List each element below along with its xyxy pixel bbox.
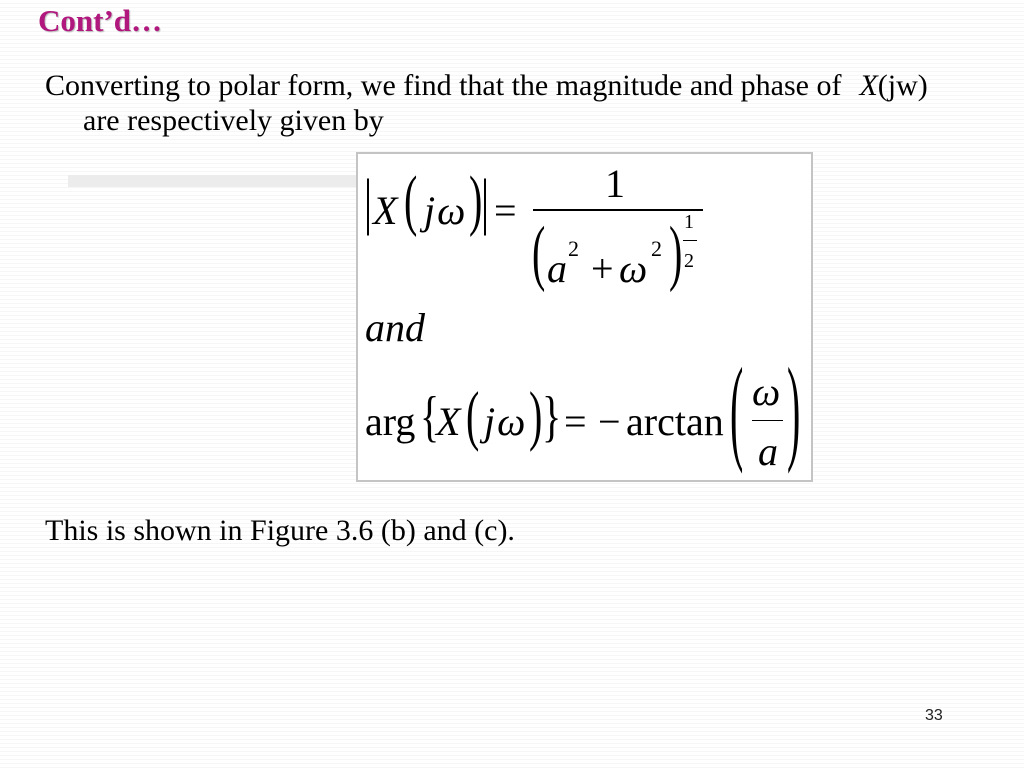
power-numerator: 1 bbox=[684, 211, 694, 233]
phase-argument: jω bbox=[484, 398, 528, 444]
term-a-exponent: 2 bbox=[568, 235, 579, 261]
right-paren: ) bbox=[469, 160, 483, 238]
equals-sign: = bbox=[494, 187, 517, 233]
denominator-right-paren: ) bbox=[669, 210, 683, 293]
magnitude-argument: jω bbox=[424, 187, 468, 233]
minus-sign: − bbox=[598, 398, 621, 444]
power-denominator: 2 bbox=[684, 250, 694, 272]
arg-function: arg bbox=[365, 398, 416, 444]
connector-text: and bbox=[365, 304, 425, 350]
intro-variable: X bbox=[859, 69, 878, 102]
phase-variable: X bbox=[436, 398, 461, 444]
right-paren: ) bbox=[529, 376, 543, 453]
fraction-numerator: 1 bbox=[605, 160, 625, 206]
equals-sign: = bbox=[564, 398, 587, 444]
term-omega-exponent: 2 bbox=[651, 235, 662, 261]
magnitude-variable: X bbox=[373, 187, 398, 233]
conclusion-text: This is shown in Figure 3.6 (b) and (c). bbox=[45, 514, 515, 547]
term-a: a bbox=[547, 245, 567, 291]
intro-text-continued: are respectively given by bbox=[83, 104, 384, 137]
arctan-function: arctan bbox=[626, 398, 724, 444]
left-brace: { bbox=[420, 384, 440, 448]
big-left-paren: ( bbox=[730, 341, 744, 475]
denominator-left-paren: ( bbox=[532, 210, 546, 293]
abs-bar-right: | bbox=[481, 166, 490, 236]
intro-paragraph bbox=[45, 68, 928, 138]
left-paren: ( bbox=[404, 160, 418, 238]
arctan-denominator: a bbox=[758, 428, 778, 474]
big-right-paren: ) bbox=[787, 341, 801, 475]
left-paren: ( bbox=[466, 376, 480, 453]
abs-bar-left: | bbox=[364, 166, 373, 236]
term-omega: ω bbox=[619, 245, 648, 291]
slide-title: Cont’d… bbox=[38, 3, 163, 38]
right-brace: } bbox=[542, 384, 562, 448]
intro-text: Converting to polar form, we find that the magnitude and phase of bbox=[45, 69, 842, 102]
intro-argument: (jw) bbox=[877, 69, 928, 102]
decorative-bar bbox=[68, 175, 356, 187]
phase-equation bbox=[358, 154, 811, 480]
arctan-numerator: ω bbox=[752, 368, 781, 414]
page-number: 33 bbox=[925, 707, 943, 724]
plus-sign: + bbox=[591, 245, 614, 291]
equation-box bbox=[356, 152, 813, 482]
arctan-fraction-bar bbox=[752, 420, 783, 422]
